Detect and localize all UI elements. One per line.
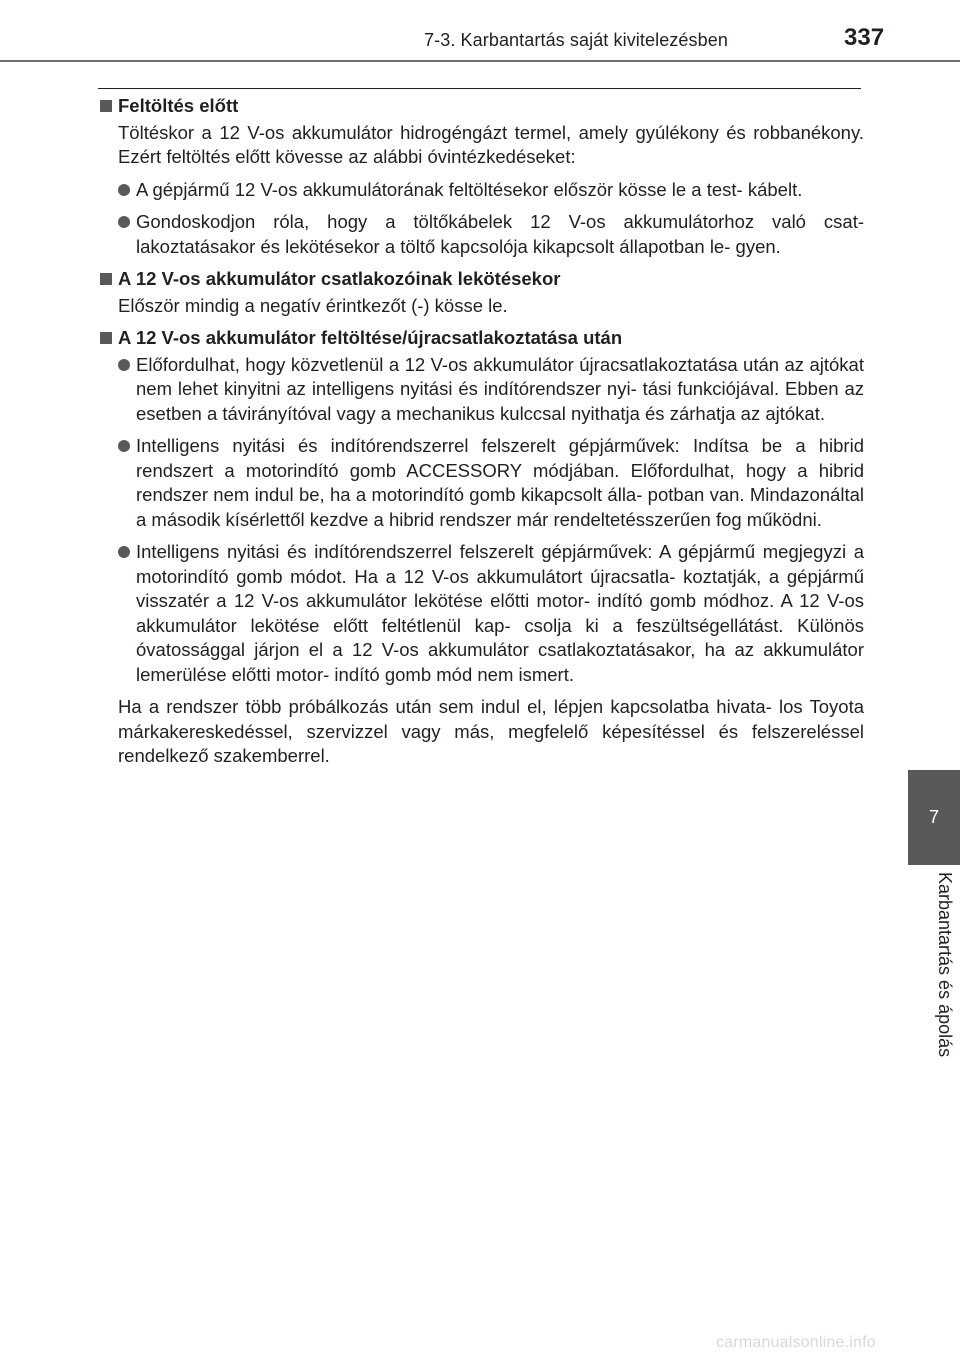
chapter-tab: [908, 770, 960, 865]
square-bullet-icon: [100, 273, 112, 285]
header-divider: [0, 60, 960, 62]
section-heading: A 12 V-os akkumulátor csatlakozóinak lekötésekor: [100, 267, 864, 292]
chapter-title: Karbantartás és ápolás: [935, 872, 955, 1058]
round-bullet-icon: [118, 216, 130, 228]
bullet-item: Előfordulhat, hogy közvetlenül a 12 V-os akkumulátor újracsatlakoztatása után az ajtókat nem lehet kinyitni az intelligens nyitási és indítórendszer nyi- tási funkciójával. Ebben az esetben a távirányítóval vagy a mechanikus kulccsal nyithatja és zárhatja az ajtókat.: [118, 353, 864, 427]
section-intro: Először mindig a negatív érintkezőt (-) kösse le.: [118, 294, 508, 316]
bullet-item: A gépjármű 12 V-os akkumulátorának feltöltésekor először kösse le a test- kábelt.: [118, 178, 864, 203]
content-divider: [98, 88, 861, 89]
page-header: [0, 0, 960, 51]
bullet-item: Gondoskodjon róla, hogy a töltőkábelek 12 V-os akkumulátorhoz való csat- lakoztatásakor és lekötésekor a töltő kapcsolója kikapcsolt állapotban le- gyen.: [118, 210, 864, 259]
square-bullet-icon: [100, 100, 112, 112]
closing-paragraph: Ha a rendszer több próbálkozás után sem indul el, lépjen kapcsolatba hivata- los Toyota márkakereskedéssel, szervizzel vagy más, megfelelő képesítéssel és felszereléssel rendelkező szakemberrel.: [118, 696, 864, 766]
section-intro: Töltéskor a 12 V-os akkumulátor hidrogéngázt termel, amely gyúlékony és robbanékony. Ezért feltöltés előtt kövesse az alábbi óvintézkedéseket:: [118, 121, 864, 167]
page-number: 337: [844, 24, 885, 51]
bullet-item: Intelligens nyitási és indítórendszerrel felszerelt gépjárművek: Indítsa be a hibrid rendszert a motorindító gomb ACCESSORY módjában. Előfordulhat, hogy a hibrid rendszer nem indul be, ha a motorindító gomb kikapcsolt álla- potban van. Mindazonáltal a második kísérlettől kezdve a hibrid rendszer már rendeltetésszerűen fog működni.: [118, 434, 864, 532]
watermark: carmanualsonline.info: [716, 1334, 876, 1351]
chapter-number: 7: [928, 807, 939, 827]
round-bullet-icon: [118, 359, 130, 371]
section-title: 7-3. Karbantartás saját kivitelezésben: [424, 30, 728, 50]
section-heading: Feltöltés előtt: [100, 94, 864, 119]
round-bullet-icon: [118, 440, 130, 452]
square-bullet-icon: [100, 332, 112, 344]
chapter-title-wrap: [909, 872, 959, 1092]
round-bullet-icon: [118, 546, 130, 558]
section-heading: A 12 V-os akkumulátor feltöltése/újracsatlakoztatása után: [100, 326, 864, 351]
page-content: [100, 94, 864, 777]
bullet-item: Intelligens nyitási és indítórendszerrel felszerelt gépjárművek: A gépjármű megjegyzi a motorindító gomb módot. Ha a 12 V-os akkumulátort újracsatla- koztatják, a gépjármű visszatér a 12 V-os akkumulátor lekötése előtti motor- indító gomb módhoz. A 12 V-os akkumulátor lekötése előtt feltétlenül kap- csolja ki a feszültségellátást. Különös óvatossággal járjon el a 12 V-os akkumulátor csatlakoztatásakor, ha az akkumulátor lemerülése előtti motor- indító gomb mód nem ismert.: [118, 540, 864, 687]
round-bullet-icon: [118, 184, 130, 196]
